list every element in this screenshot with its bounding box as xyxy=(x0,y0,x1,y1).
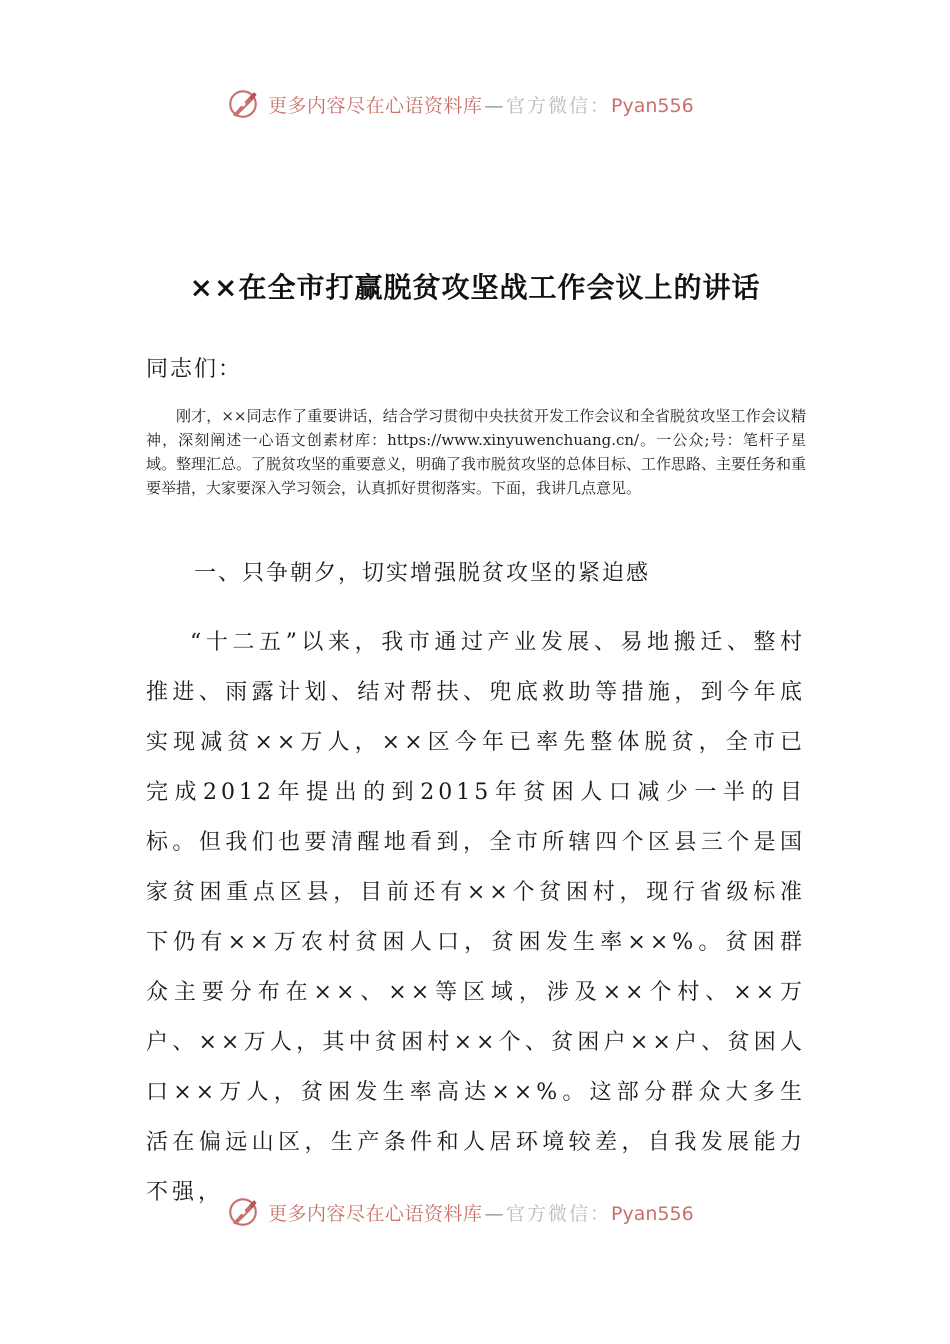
intro-paragraph: 刚才，××同志作了重要讲话，结合学习贯彻中央扶贫开发工作会议和全省脱贫攻坚工作会议精神，深刻阐述一心语文创素材库：https://www.xinyuwenchuang.cn/。一公众;号：笔杆子星域。整理汇总。了脱贫攻坚的重要意义，明确了我市脱贫攻坚的总体目标、工作思路、主要任务和重要举措，大家要深入学习领会，认真抓好贯彻落实。下面，我讲几点意见。 xyxy=(146,407,807,497)
document-title: ××在全市打赢脱贫攻坚战工作会议上的讲话 xyxy=(189,271,761,304)
section-heading-1: 一、只争朝夕，切实增强脱贫攻坚的紧迫感 xyxy=(194,561,651,586)
pen-nib-circle-icon xyxy=(226,87,260,121)
pen-nib-circle-icon xyxy=(226,1195,260,1229)
body-paragraph: “十二五”以来，我市通过产业发展、易地搬迁、整村推进、雨露计划、结对帮扶、兜底救助等措施，到今年底实现减贫××万人，××区今年已率先整体脱贫，全市已完成2012年提出的到2015年贫困人口减少一半的目标。但我们也要清醒地看到，全市所辖四个区县三个是国家贫困重点区县，目前还有××个贫困村，现行省级标准下仍有××万农村贫困人口，贫困发生率××%。贫困群众主要分布在××、××等区域，涉及××个村、××万户、××万人，其中贫困村××个、贫困户××户、贫困人口××万人，贫困发生率高达××%。这部分群众大多生活在偏远山区，生产条件和人居环境较差，自我发展能力不强， xyxy=(146,630,806,1205)
salutation: 同志们： xyxy=(146,357,243,382)
banner-text: 更多内容尽在心语资料库 — 官方微信：Pyan556 xyxy=(268,1202,694,1225)
footer-watermark-banner xyxy=(226,1192,694,1232)
header-watermark-banner xyxy=(226,84,694,124)
banner-text: 更多内容尽在心语资料库 — 官方微信：Pyan556 xyxy=(268,94,694,117)
